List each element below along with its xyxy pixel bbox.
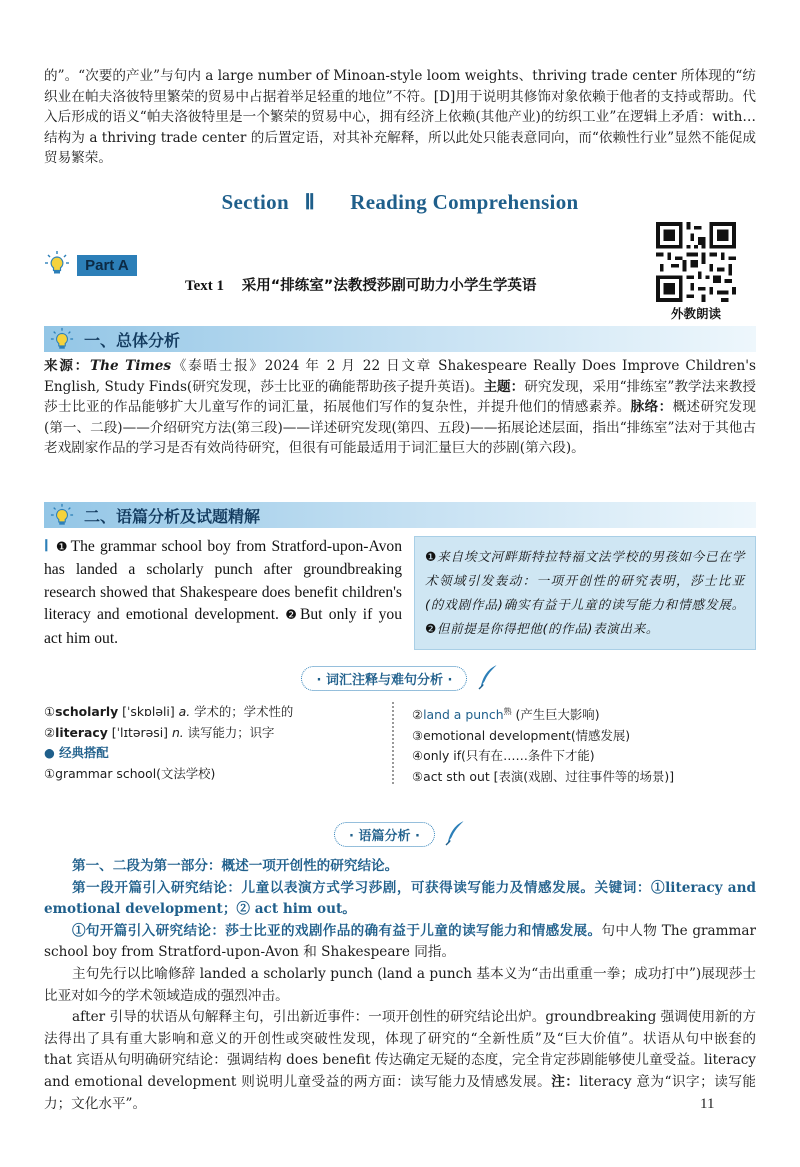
vocab-section-title xyxy=(0,664,800,694)
item-number: ① xyxy=(44,704,56,719)
heading-discourse-analysis xyxy=(44,502,756,528)
analysis-part-summary: 第一、二段为第一部分：概述一项开创性的研究结论。 xyxy=(72,858,399,874)
analysis-sentence-1-rest: 句中人物 The grammar school boy from Stratford-upon-Avon 和 Shakespeare 同指。 xyxy=(44,922,757,961)
passage-paragraph-1 xyxy=(44,536,402,650)
familiar-word-mark: 熟 xyxy=(503,707,512,716)
column-divider xyxy=(392,702,402,784)
translation-box xyxy=(414,536,756,650)
collocation-heading: ● 经典搭配 xyxy=(44,745,109,761)
collocation-item: ①grammar school(文法学校) xyxy=(44,765,216,781)
collocation-phrase: land a punch xyxy=(423,707,504,723)
analysis-main-clause: 主句先行以比喻修辞 landed a scholarly punch (land a punch 基本义为“击出重重一拳；成功打中”)展现莎士比亚对如今的学术领域造成的强烈冲击。 xyxy=(44,965,756,1004)
vocab-word: literacy xyxy=(55,724,108,740)
intro-paragraph: 的”。“次要的产业”与句内 a large number of Minoan-style loom weights、thriving trade center 所体现的“纺织业在帕夫洛彼特里繁荣的贸易中占据着举足轻重的地位”不符。[D]用于说明其修饰对象依赖于他者的支持或帮助。代入后形成的语义“帕夫洛彼特里是一个繁荣的贸易中心，拥有经济上依赖(其他产业)的纺织工业”在逻辑上矛盾：with…结构为 a thriving trade center 的后置定语，对其补充解释，所以此处只能表意同向，而“依赖性行业”显然不能促成贸易繁荣。 xyxy=(44,68,756,167)
sentence-marker-2: ❷ xyxy=(285,608,297,624)
item-number: ② xyxy=(412,707,424,723)
lightbulb-icon xyxy=(50,503,74,531)
structure-text: 概述研究发现(第一、二段)——介绍研究方法(第三段)——详述研究发现(第四、五段)——拓展论述层面，指出“排练室”法对于其他古老戏剧家作品的学习是否有效尚待研究，但很有可能最适用于词汇量巨大的莎剧(第六段)。 xyxy=(44,399,757,457)
theme-text: 研究发现，采用“排练室”教学法来教授莎士比亚的作品能够扩大儿童写作的词汇量，拓展他们写作的复杂性，并提升他们的情感素养。 xyxy=(44,378,756,416)
sentence-marker-1: ❶ xyxy=(55,540,68,555)
overview-paragraph xyxy=(44,356,756,459)
paragraph-numeral: Ⅰ xyxy=(44,538,50,555)
heading-overall-analysis xyxy=(44,326,756,352)
analysis-title-label: · 语篇分析 · xyxy=(334,822,435,847)
section-title xyxy=(0,190,800,215)
translation-text: ❶来自埃文河畔斯特拉特福文法学校的男孩如今已在学术领域引发轰动：一项开创性的研究表明，莎士比亚(的戏剧作品)确实有益于儿童的读写能力和情感发展。❷但前提是你得把他(的作品)表演出来。 xyxy=(425,549,745,636)
analysis-paragraph-summary: 第一段开篇引入研究结论：儿童以表演方式学习莎剧，可获得读写能力及情感发展。关键词：①literacy and emotional development；② act him out。 xyxy=(44,879,756,918)
sentence-2: But only if you act him out. xyxy=(44,606,403,647)
quill-pen-icon xyxy=(477,664,499,694)
vocab-title-label: · 词汇注释与难句分析 · xyxy=(301,666,467,691)
collocation-definition: (产生巨大影响) xyxy=(511,707,600,723)
vocab-list-right xyxy=(412,702,756,788)
note-label: 注： xyxy=(551,1073,580,1090)
source-label: 来源： xyxy=(44,358,90,374)
quill-pen-icon xyxy=(444,820,466,850)
text-title xyxy=(185,274,536,295)
vocab-list-left xyxy=(44,702,384,784)
vocab-word: scholarly xyxy=(55,704,119,719)
lightbulb-icon xyxy=(44,250,70,280)
source-text: 《泰晤士报》2024 年 2 月 22 日文章 Shakespeare Really Does Improve Children's English, Study Finds(研究发现，莎士比亚的确能帮助孩子提升英语)。 xyxy=(44,358,756,395)
analysis-section-title xyxy=(0,820,800,850)
vocab-definition: 读写能力；识字 xyxy=(183,724,275,740)
part-a-header xyxy=(44,250,137,278)
structure-label: 脉络： xyxy=(630,399,673,416)
section-prefix: Section xyxy=(221,190,289,214)
vocab-phonetic: [ˈlɪtərəsi] xyxy=(107,724,172,740)
text-title-cn: 采用“排练室”法教授莎剧可助力小学生学英语 xyxy=(241,278,537,294)
theme-label: 主题： xyxy=(483,378,525,395)
analysis-adverbial-text: after 引导的状语从句解释主句，引出新近事件：一项开创性的研究结论出炉。groundbreaking 强调使用新的方法得出了具有重大影响和意义的开创性或突破性发现，体现了研究的“全新性质”及“巨大价值”。状语从句中嵌套的 that 宾语从句明确研究结论：强调结构 does benefit 传达确定无疑的态度，完全肯定莎剧能够使儿童受益。literacy and emotional development 则说明儿童受益的两方面：读写能力及情感发展。 xyxy=(44,1009,756,1090)
collocation-item xyxy=(412,702,756,726)
sentence-1: The grammar school boy from Stratford-upon-Avon has landed a scholarly punch after groundbreaking research showed that Shakespeare does benefit children's literacy and emotional development. xyxy=(44,538,402,624)
collocation-item: ⑤act sth out [表演(戏剧、过往事件等的场景)] xyxy=(412,768,675,784)
vocab-pos: n. xyxy=(171,724,184,740)
heading-label: 二、语篇分析及试题精解 xyxy=(84,507,261,526)
vocab-definition: 学术的；学术性的 xyxy=(190,704,294,719)
text-number: Text 1 xyxy=(185,278,225,294)
page-number: 11 xyxy=(700,1096,715,1112)
lightbulb-icon xyxy=(50,327,74,355)
collocation-item: ③emotional development(情感发展) xyxy=(412,727,631,743)
source-publication: The Times xyxy=(89,358,172,374)
qr-label: 外教朗读 xyxy=(670,306,721,321)
item-number: ② xyxy=(44,724,56,740)
heading-label: 一、总体分析 xyxy=(84,331,181,350)
vocab-item xyxy=(44,702,384,723)
vocab-item xyxy=(44,723,384,744)
note-text: literacy 意为“识字；读写能力；文化水平”。 xyxy=(44,1073,757,1112)
vocab-phonetic: [ˈskɒləli] xyxy=(118,704,179,719)
analysis-body xyxy=(44,856,756,1115)
vocab-pos: a. xyxy=(178,704,191,719)
section-numeral: Ⅱ xyxy=(304,190,316,214)
analysis-sentence-1 xyxy=(44,921,756,964)
collocation-item: ④only if(只有在……条件下才能) xyxy=(412,748,595,764)
part-a-badge: Part A xyxy=(77,255,137,276)
analysis-adverbial-clause xyxy=(44,1007,756,1115)
analysis-sentence-1-key: ①句开篇引入研究结论：莎士比亚的戏剧作品的确有益于儿童的读写能力和情感发展。 xyxy=(72,922,602,939)
qr-code[interactable] xyxy=(656,222,736,302)
section-name: Reading Comprehension xyxy=(350,190,579,214)
